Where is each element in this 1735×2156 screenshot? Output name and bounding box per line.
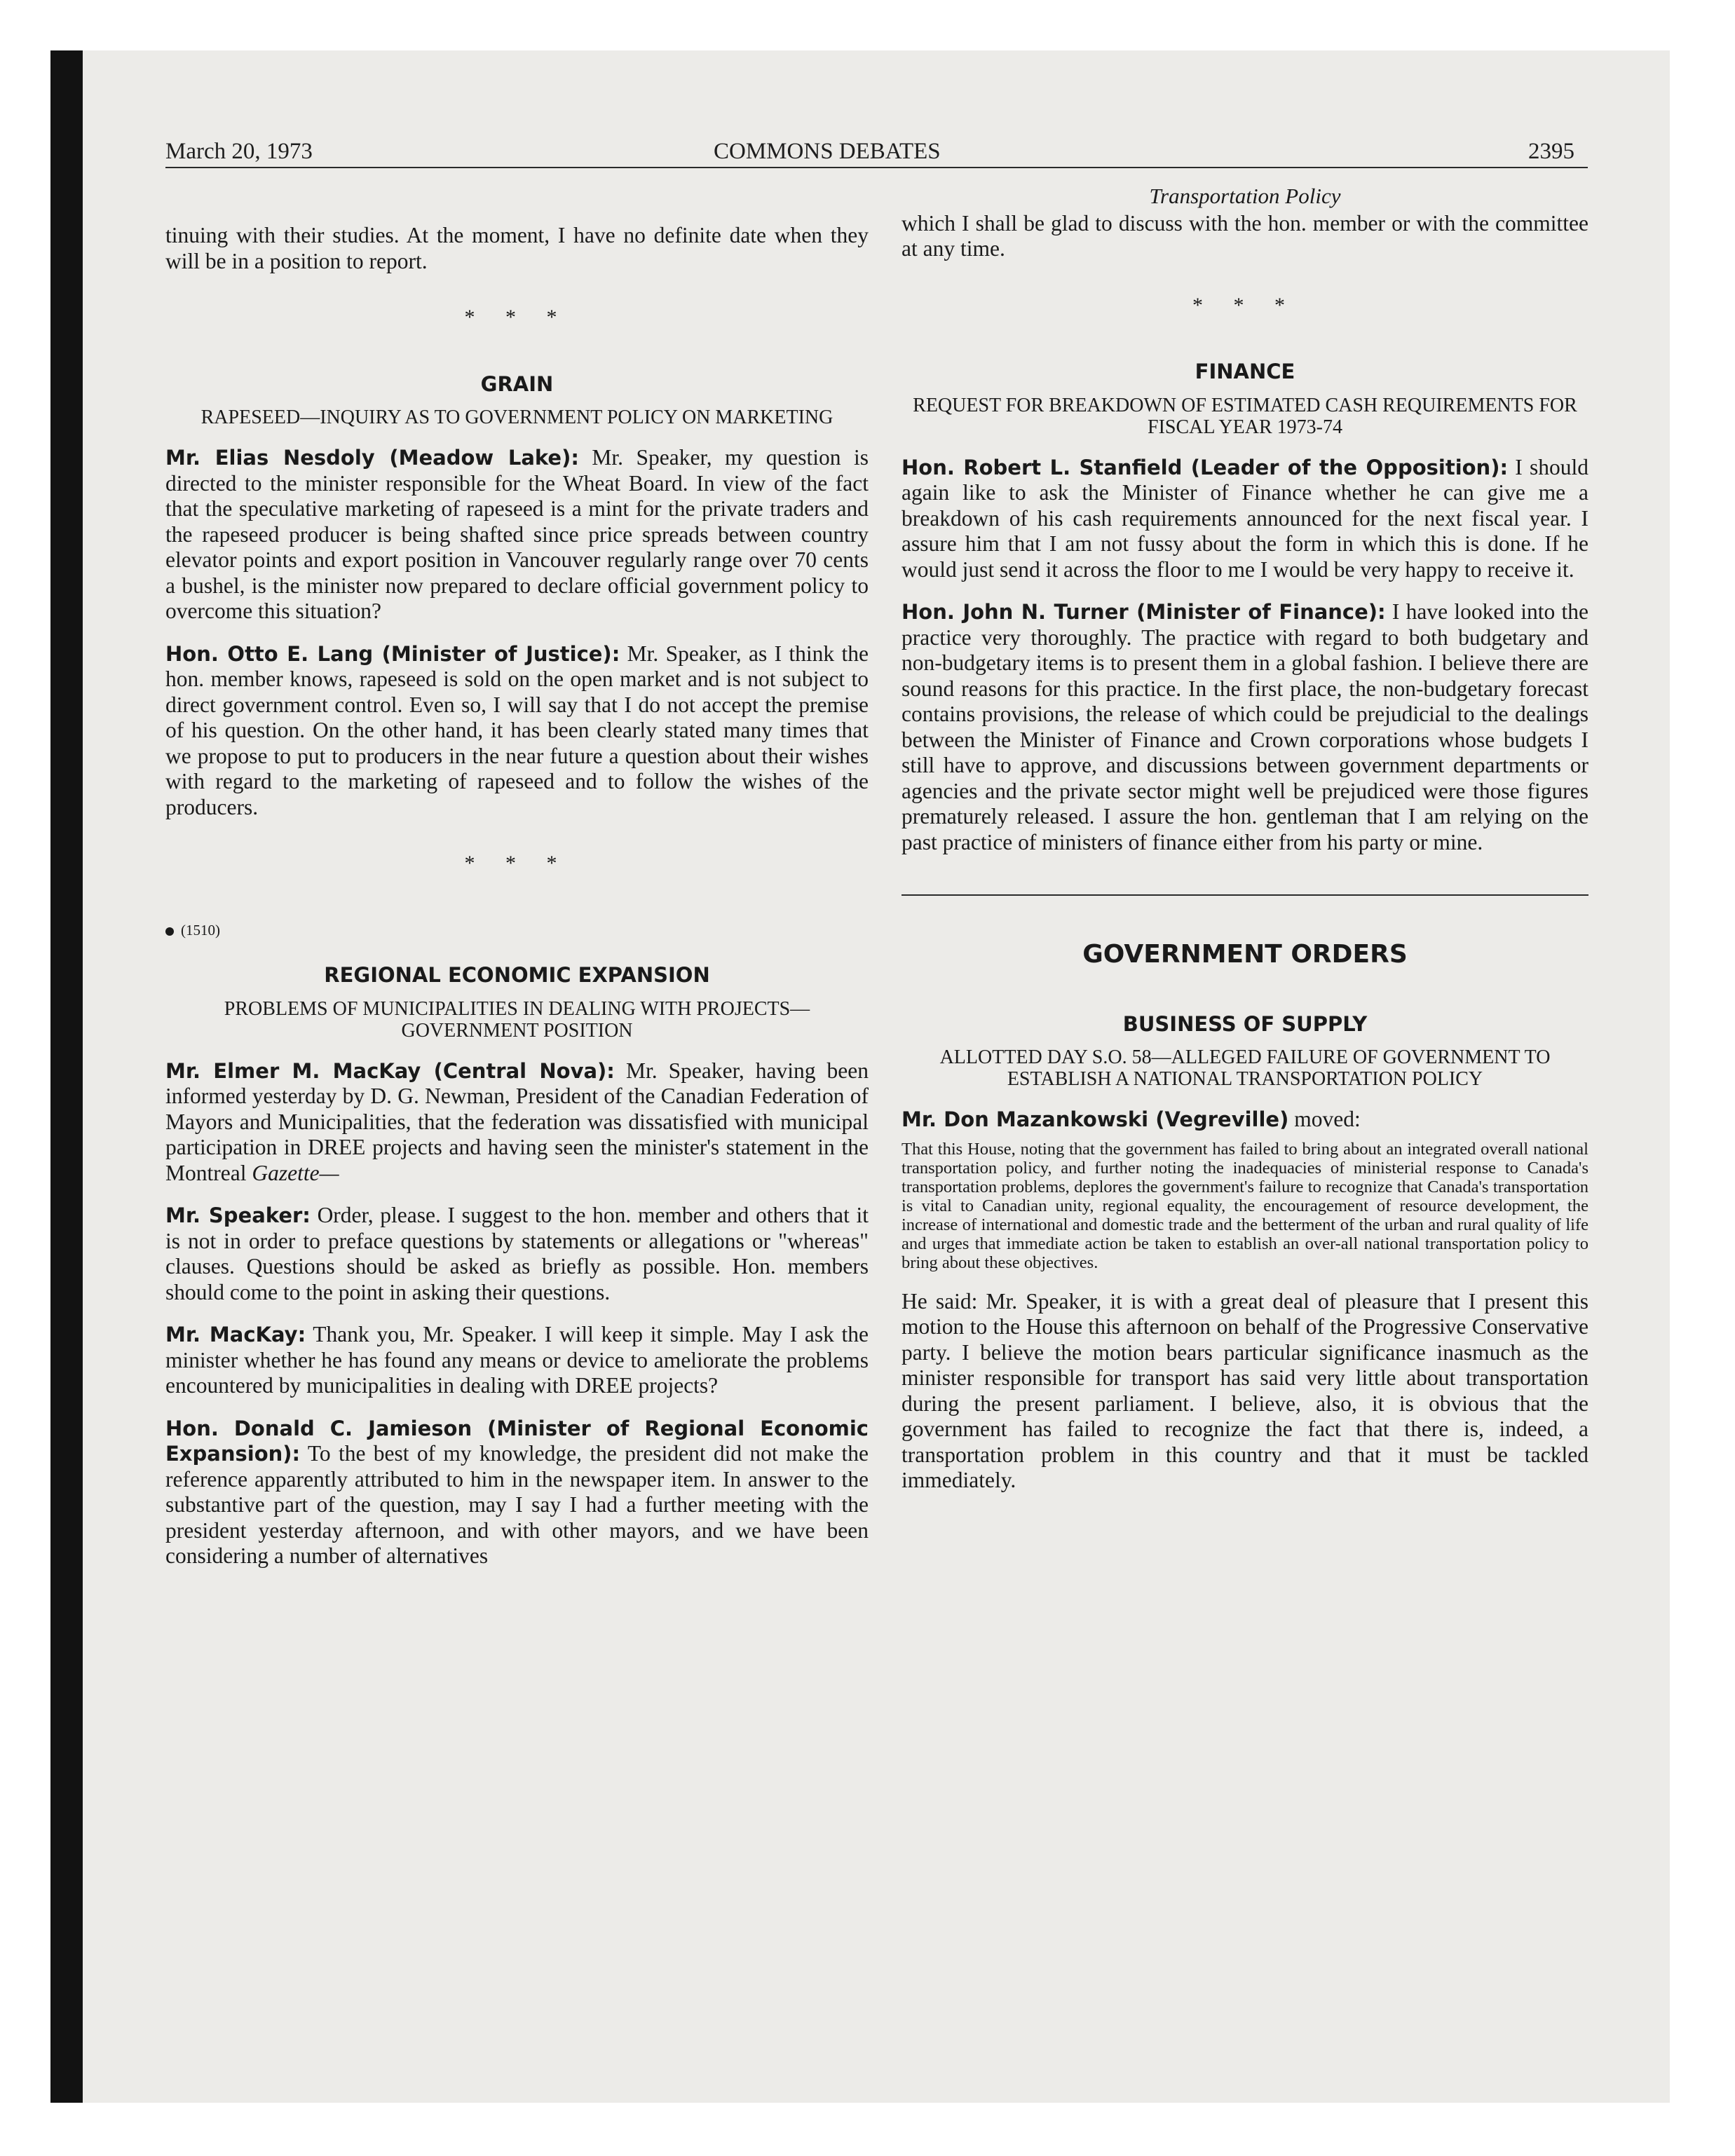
time-marker	[165, 917, 869, 943]
motion-intro	[901, 1107, 1588, 1133]
section-separator: * * *	[464, 852, 570, 875]
newspaper-name: Gazette—	[252, 1160, 339, 1185]
binding-edge	[50, 50, 83, 2103]
section-heading-finance: FINANCE	[1195, 360, 1295, 383]
header-rule	[165, 167, 1588, 168]
speech-lang	[165, 641, 869, 821]
section-separator: * * *	[1192, 293, 1298, 317]
bullet-icon	[165, 927, 174, 936]
left-column	[165, 184, 869, 1586]
header-date: March 20, 1973	[165, 139, 313, 164]
motion-moved: moved:	[1294, 1107, 1361, 1131]
section-rule	[901, 894, 1588, 896]
speech-jamieson	[165, 1416, 869, 1569]
speech-turner	[901, 599, 1588, 855]
speech-text: Mr. Speaker, my question is directed to the minister responsible for the Wheat Board. In view of the fact that the speculative marketing of rapeseed is a mint for the private traders and the rapeseed producer is being shafted since price spreads between country elevator points and export position in Vancouver regularly range over 70 cents a bushel, is the minister now prepared to declare official government policy to overcome this situation?	[165, 445, 869, 623]
speech-mackay-2	[165, 1322, 869, 1399]
speaker-name: Hon. Donald C. Jamieson (Minister of Regional Economic Expansion):	[165, 1416, 869, 1466]
section-heading-grain: GRAIN	[480, 371, 554, 396]
speech-mackay	[165, 1058, 869, 1187]
section-heading-supply: BUSINESS OF SUPPLY	[1122, 1011, 1368, 1036]
right-column	[901, 184, 1588, 1510]
speech-text: To the best of my knowledge, the president did not make the reference apparently attributed to him in the newspaper item. In answer to the substantive part of the question, may I say I had a further meeting with the president yesterday afternoon, and with other mayors, and we have been considering a number of alternatives	[165, 1441, 869, 1568]
subheading-municipalities: PROBLEMS OF MUNICIPALITIES IN DEALING WITH PROJECTS—GOVERNMENT POSITION	[224, 997, 810, 1042]
speaker-name: Mr. MacKay:	[165, 1323, 306, 1346]
speaker-name: Mr. Elias Nesdoly (Meadow Lake):	[165, 446, 579, 470]
speech-mazankowski: He said: Mr. Speaker, it is with a great deal of pleasure that I present this motion to the House this afternoon on behalf of the Progressive Conservative party. I believe the motion bears particular significance inasmuch as the minister responsible for transport has said very little about transportation during the present parliament. I believe, also, it is obvious that the government has failed to recognize the fact that there is, indeed, a transportation problem in this country and that it must be tackled immediately.	[901, 1288, 1588, 1492]
speech-text: I should again like to ask the Minister of Finance whether he can give me a breakdown of his cash requirements announced for the next fiscal year. I assure him that I am not fussy about the form in which this is done. If he would just send it across the floor to me I would be very happy to receive it.	[901, 454, 1589, 582]
speech-stanfield	[901, 455, 1588, 583]
motion-text: That this House, noting that the government has failed to bring about an integrated overall national transportation policy, and further noting the inadequacies of ministerial response to Canada's transportation problems, deplores the government's failure to recognize that Canada's transportation is vital to Canadian unity, regional equality, the encouragement of resource development, the increase of international and domestic trade and the betterment of the urban and rural quality of life and urges that immediate action be taken to establish an over-all national transportation policy to bring about these objectives.	[901, 1139, 1588, 1272]
speech-text: Order, please. I suggest to the hon. member and others that it is not in order to preface questions by statements or allegations or "whereas" clauses. Questions should be asked as briefly as possible. Hon. members should come to the point in asking their questions.	[165, 1203, 869, 1304]
section-separator: * * *	[464, 306, 570, 329]
section-heading-government-orders: GOVERNMENT ORDERS	[1082, 940, 1408, 969]
speaker-name: Hon. John N. Turner (Minister of Finance):	[901, 600, 1386, 624]
page-number: 2395	[1528, 139, 1574, 164]
speaker-name: Mr. Don Mazankowski (Vegreville)	[901, 1107, 1289, 1131]
speaker-name: Mr. Speaker:	[165, 1203, 311, 1227]
subheading-allotted-day: ALLOTTED DAY S.O. 58—ALLEGED FAILURE OF GOVERNMENT TO ESTABLISH A NATIONAL TRANSPORTATION POLICY	[939, 1046, 1551, 1090]
speech-speaker	[165, 1203, 869, 1305]
speaker-name: Mr. Elmer M. MacKay (Central Nova):	[165, 1058, 615, 1083]
speech-text: Thank you, Mr. Speaker. I will keep it simple. May I ask the minister whether he has found any means or device to ameliorate the problems encountered by municipalities in dealing with DREE projects?	[165, 1322, 869, 1398]
section-heading-regional: REGIONAL ECONOMIC EXPANSION	[324, 963, 710, 987]
subheading-cash-requirements: REQUEST FOR BREAKDOWN OF ESTIMATED CASH REQUIREMENTS FOR FISCAL YEAR 1973-74	[913, 394, 1577, 438]
subheading-rapeseed: RAPESEED—INQUIRY AS TO GOVERNMENT POLICY ON MARKETING	[200, 407, 834, 428]
time-marker-text: (1510)	[181, 921, 220, 939]
header-title: COMMONS DEBATES	[714, 139, 941, 164]
speaker-name: Hon. Otto E. Lang (Minister of Justice):	[165, 641, 620, 666]
speech-text: I have looked into the practice very thoroughly. The practice with regard to both budgetary and non-budgetary items is to present them in a global fashion. I believe there are sound reasons for this practice. In the first place, the non-budgetary forecast contains provisions, the release of which could be prejudicial to the dealings between the Minister of Finance and Crown corporations whose budgets I still have to approve, and discussions between government departments or agencies and the private sector might well be prejudiced were those figures prematurely released. I assure the hon. gentleman that I am relying on the past practice of ministers of finance either from his party or mine.	[901, 599, 1589, 854]
running-head: Transportation Policy	[1149, 184, 1341, 208]
speech-text: Mr. Speaker, as I think the hon. member knows, rapeseed is sold on the open market and is not subject to direct government control. Even so, I will say that I do not accept the premise of his question. On the other hand, it has been clearly stated many times that we propose to put to producers in the near future a question about their wishes with regard to the marketing of rapeseed and to follow the wishes of the producers.	[165, 641, 869, 819]
speech-text: Mr. Speaker, having been informed yesterday by D. G. Newman, President of the Canadian Federation of Mayors and Municipalities, that the federation was dissatisfied with municipal participation in DREE projects and having seen the minister's statement in the Montreal	[165, 1058, 869, 1185]
paragraph: which I shall be glad to discuss with the hon. member or with the committee at any time.	[901, 210, 1588, 261]
speaker-name: Hon. Robert L. Stanfield (Leader of the Opposition):	[901, 455, 1509, 479]
paragraph: tinuing with their studies. At the moment, I have no definite date when they will be in a position to report.	[165, 223, 869, 273]
speech-nesdoly	[165, 445, 869, 625]
